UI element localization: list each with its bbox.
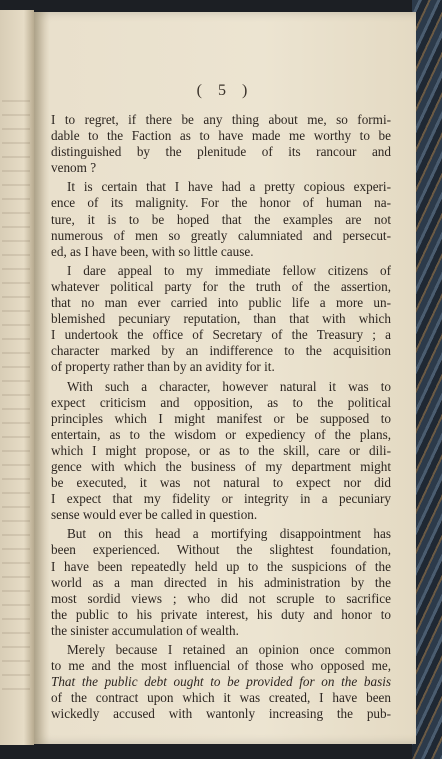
text-line: dable to the Faction as to have made me worthy to be: [51, 128, 391, 144]
text-line: It is certain that I have had a pretty copious experi-: [67, 179, 391, 195]
text-line: be executed, it was not natural to expect nor did: [51, 475, 391, 491]
marbled-board-edge: [412, 0, 442, 759]
text-line: character marked by an indifference to the acquisition: [51, 343, 391, 359]
text-line: of the contract upon which it was created, I have been: [51, 690, 391, 706]
book-page: [34, 12, 416, 744]
text-line: ture, it is to be hoped that the examples are not: [51, 211, 391, 227]
text-line: which I might propose, or as to the skill, care or dili-: [51, 442, 391, 458]
text-line: gence with which the business of my department might: [51, 458, 391, 474]
text-line: wickedly accused with wantonly increasing the pub-: [51, 706, 391, 722]
text-line: blemished pecuniary reputation, than that with which: [51, 311, 391, 327]
text-line: expect criticism and opposition, as to the political: [51, 394, 391, 410]
body-text: [51, 112, 391, 722]
text-line: the sinister accumulation of wealth.: [51, 622, 239, 638]
text-line: I have been repeatedly held up to the suspicions of the: [51, 558, 391, 574]
text-line: Merely because I retained an opinion once common: [67, 642, 391, 657]
text-line: But on this head a mortifying disappointment has: [67, 526, 391, 542]
text-line: I to regret, if there be any thing about me, so formi-: [51, 112, 391, 127]
text-line: venom ?: [51, 160, 97, 176]
text-line: numerous of men so greatly calumniated and persecut-: [51, 227, 391, 243]
text-line: I undertook the office of Secretary of the Treasury ; a: [51, 327, 391, 343]
text-line-italic: That the public debt ought to be provided for on the basis: [51, 674, 391, 690]
text-line: to me and the most influencial of those who opposed me,: [51, 658, 391, 674]
text-line: of property rather than by an avidity for it.: [51, 359, 275, 375]
text-line: With such a character, however natural it was to: [67, 378, 391, 394]
text-line: entertain, as to the wisdom or expediency of the plans,: [51, 426, 391, 442]
facing-page-edge: [0, 10, 34, 745]
text-line: sense would ever be called in question.: [51, 507, 258, 523]
text-line: I dare appeal to my immediate fellow citizens of: [67, 262, 391, 278]
text-line: that no man ever carried into public life a more un-: [51, 295, 391, 311]
text-line: ence of its malignity. For the honor of human na-: [51, 195, 391, 211]
text-line: principles which I might manifest or be supposed to: [51, 410, 391, 426]
text-line: most sordid views ; who did not scruple to sacrifice: [51, 590, 391, 606]
text-line: I expect that my fidelity or integrity in a pecuniary: [51, 491, 391, 507]
page-number-header: ( 5 ): [196, 82, 254, 99]
text-line: whatever political party for the truth of the assertion,: [51, 278, 391, 294]
text-line: the public to his private interest, his duty and honor to: [51, 606, 391, 622]
text-line: distinguished by the plenitude of its rancour and: [51, 144, 391, 160]
text-line: world as a man directed in his administration by the: [51, 574, 391, 590]
text-line: ed, as I have been, with so little cause.: [51, 243, 254, 259]
text-line: been experienced. Without the slightest foundation,: [51, 542, 391, 558]
